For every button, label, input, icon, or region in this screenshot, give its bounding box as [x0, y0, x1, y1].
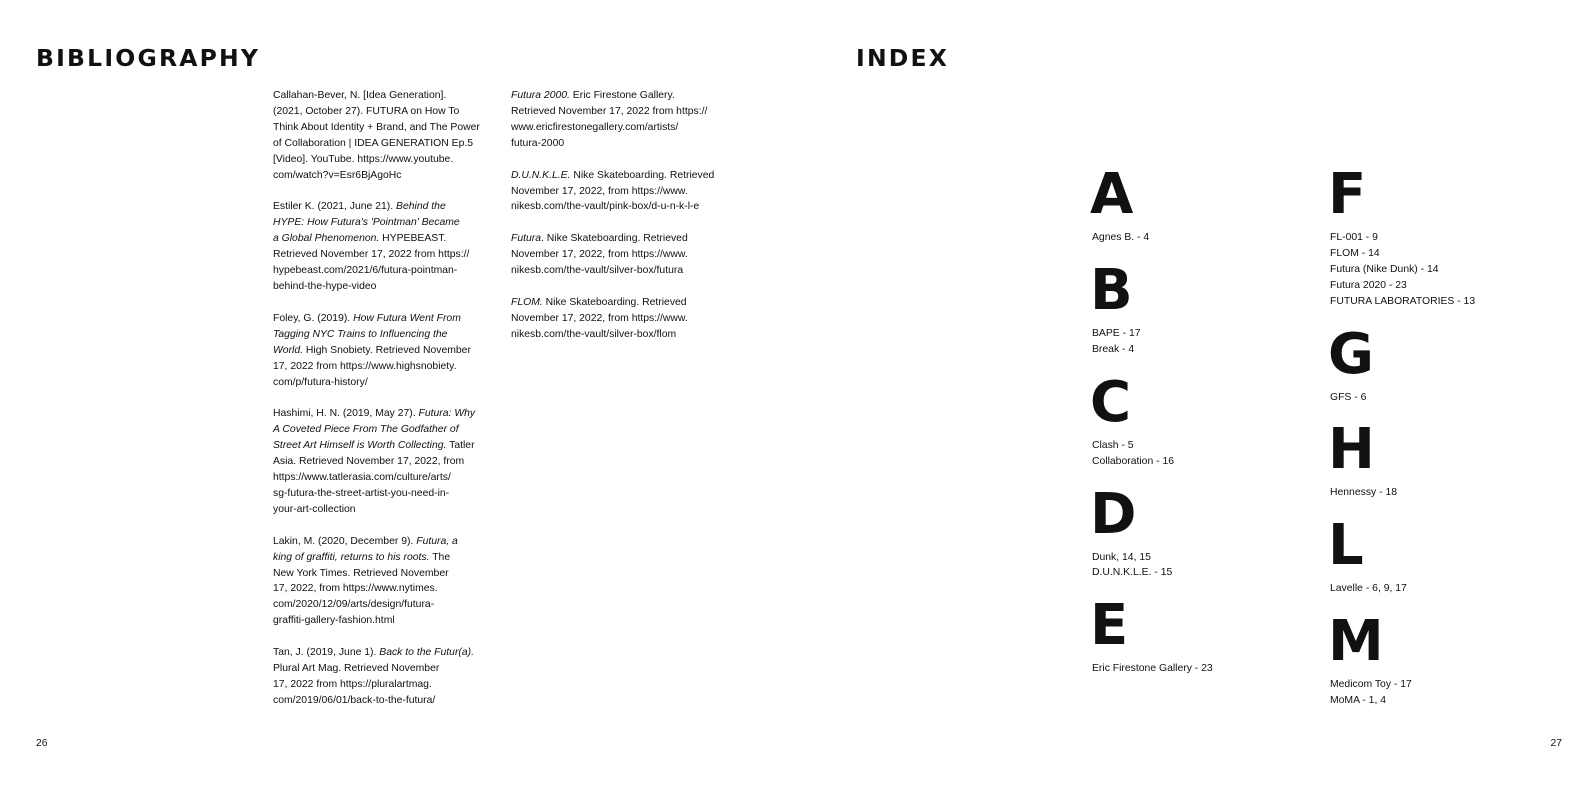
index-column-1 — [1092, 164, 1292, 677]
index-term: FL-001 - 9 — [1330, 232, 1378, 243]
entry-source: . Nike Skateboarding. Retrieved November 17, 2022, from https://www. nikesb.com/the-vault/silver-box/futura — [511, 233, 688, 277]
bibliography-entry — [273, 406, 485, 517]
index-terms — [1330, 581, 1530, 597]
index-term: Futura 2020 - 23 — [1330, 279, 1407, 291]
entry-source: The New York Times. Retrieved November 17, 2022, from https://www.nytimes. com/2020/12/09/arts/design/futura- graffiti-gallery-fashion.html — [273, 551, 451, 627]
bibliography-entry — [511, 295, 726, 343]
index-term: GFS - 6 — [1330, 391, 1367, 403]
entry-source: Nike Skateboarding. Retrieved November 17, 2022, from https://www. nikesb.com/the-vault/silver-box/flom — [511, 297, 688, 340]
entry-source: Tatler Asia. Retrieved November 17, 2022, from https://www.tatlerasia.com/culture/arts/ sg-futura-the-street-artist-you-need-in- your-art-collection — [273, 440, 475, 515]
index-terms — [1330, 390, 1530, 406]
bibliography-title: BIBLIOGRAPHY — [36, 44, 261, 72]
page-number-left: 26 — [36, 738, 48, 749]
entry-source: HYPEBEAST. Retrieved November 17, 2022 from https:// hypebeast.com/2021/6/futura-pointman- behind-the-hype-video — [273, 233, 470, 292]
index-letter: B — [1090, 257, 1132, 323]
index-terms — [1330, 485, 1530, 501]
entry-author-date: Tan, J. (2019, June 1). — [273, 647, 380, 659]
bibliography-entry — [511, 231, 726, 279]
entry-source: Nike Skateboarding. Retrieved November 17, 2022, from https://www. nikesb.com/the-vault/pink-box/d-u-n-k-l-e — [511, 169, 715, 213]
index-letter: E — [1090, 593, 1128, 659]
bibliography-entry — [273, 199, 485, 294]
index-letter-group — [1330, 611, 1530, 709]
index-terms — [1092, 230, 1292, 246]
index-letter: M — [1328, 609, 1383, 675]
index-terms — [1092, 661, 1292, 677]
index-term: Agnes B. - 4 — [1092, 232, 1150, 243]
index-terms — [1330, 677, 1530, 709]
index-term: Lavelle - 6, 9, 17 — [1330, 583, 1407, 595]
index-letter: G — [1328, 321, 1373, 387]
index-letter: D — [1090, 481, 1136, 547]
entry-work-title: FLOM. — [511, 297, 543, 309]
index-term: Dunk, 14, 15 — [1092, 551, 1151, 563]
bibliography-entry — [511, 168, 726, 216]
index-letter-group — [1092, 164, 1292, 246]
entry-work-title: Futura: Why A Coveted Piece From The Godfather of Street Art Himself is Worth Collecting. — [273, 408, 476, 452]
entry-work-title: Futura — [511, 233, 542, 245]
entry-work-title: Futura, a king of graffiti, returns to his roots. — [273, 535, 458, 563]
index-term: FUTURA LABORATORIES - 13 — [1330, 295, 1476, 307]
bibliography-entry — [273, 645, 485, 709]
index-letter-group — [1090, 257, 1292, 358]
index-letter: L — [1328, 513, 1363, 579]
index-term: Futura (Nike Dunk) - 14 — [1330, 263, 1439, 275]
index-terms — [1330, 230, 1530, 310]
index-terms — [1092, 550, 1292, 582]
entry-work-title: Futura 2000. — [511, 90, 570, 101]
index-term: D.U.N.K.L.E. - 15 — [1092, 567, 1173, 579]
entry-work-title: How Futura Went From Tagging NYC Trains to Influencing the World. — [273, 312, 461, 356]
index-letter-group — [1090, 481, 1292, 582]
page-number-right: 27 — [1550, 738, 1562, 749]
index-term: BAPE - 17 — [1092, 327, 1141, 339]
index-letter-group — [1090, 369, 1292, 470]
index-term: Eric Firestone Gallery - 23 — [1092, 663, 1213, 675]
bibliography-entry — [273, 311, 485, 391]
index-letter-group — [1328, 321, 1530, 406]
entry-work-title: D.U.N.K.L.E. — [511, 169, 571, 181]
entry-author-date: Foley, G. (2019). — [273, 312, 354, 324]
index-terms — [1092, 438, 1292, 470]
entry-source: High Snobiety. Retrieved November 17, 2022 from https://www.highsnobiety. com/p/futura-history/ — [273, 344, 471, 388]
index-column-2 — [1330, 164, 1530, 709]
bibliography-column-2 — [511, 88, 726, 359]
index-letter-group — [1092, 595, 1292, 677]
index-term: MoMA - 1, 4 — [1330, 695, 1387, 707]
bibliography-entry — [511, 88, 726, 152]
index-term: Medicom Toy - 17 — [1330, 679, 1412, 691]
index-letter: F — [1328, 162, 1366, 227]
index-term: Clash - 5 — [1092, 439, 1134, 451]
bibliography-entry — [273, 534, 485, 629]
index-letter-group — [1330, 164, 1530, 310]
index-term: Hennessy - 18 — [1330, 487, 1397, 499]
index-title: INDEX — [856, 44, 950, 72]
index-terms — [1092, 326, 1292, 358]
bibliography-entry: Callahan-Bever, N. [Idea Generation]. (2021, October 27). FUTURA on How To Think About Identity + Brand, and The Power of Collaboration | IDEA GENERATION Ep.5 [Video]. YouTube. https://www.youtube. com/watch?v=Esr6BjAgoHc — [273, 90, 480, 181]
index-term: FLOM - 14 — [1330, 247, 1380, 259]
entry-author-date: Lakin, M. (2020, December 9). — [273, 535, 417, 547]
index-page — [792, 0, 1584, 792]
entry-author-date: Hashimi, H. N. (2019, May 27). — [273, 408, 419, 420]
entry-source: Plural Art Mag. Retrieved November 17, 2022 from https://pluralartmag. com/2019/06/01/back-to-the-futura/ — [273, 663, 440, 706]
entry-source: Eric Firestone Gallery. Retrieved November 17, 2022 from https:// www.ericfirestonegallery.com/artists/ futura-2000 — [511, 90, 708, 149]
entry-author-date: Estiler K. (2021, June 21). — [273, 201, 397, 213]
index-letter: H — [1328, 417, 1374, 483]
entry-work-title: Behind the HYPE: How Futura's 'Pointman' Became a Global Phenomenon. — [273, 201, 460, 245]
index-letter: A — [1090, 162, 1133, 227]
index-term: Break - 4 — [1092, 343, 1135, 355]
index-letter-group — [1330, 515, 1530, 597]
index-letter: C — [1090, 369, 1131, 435]
index-term: Collaboration - 16 — [1092, 455, 1175, 467]
index-letter-group — [1330, 419, 1530, 501]
entry-work-title: Back to the Futur(a). — [379, 647, 474, 659]
bibliography-column-1 — [273, 88, 485, 725]
